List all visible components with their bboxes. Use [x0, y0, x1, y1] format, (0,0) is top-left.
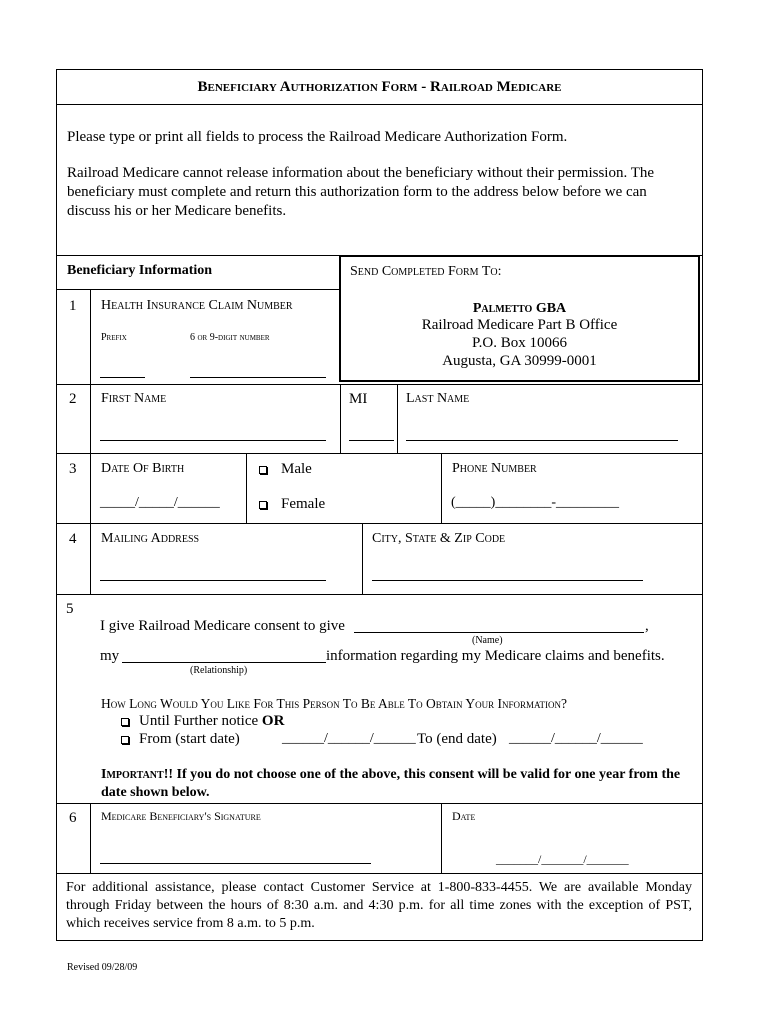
row1-number: 1	[69, 298, 77, 314]
male-checkbox[interactable]	[259, 466, 267, 474]
form-border-left	[56, 69, 57, 941]
important-text: !! If you do not choose one of the above, this consent will be valid for one year from the date shown below.	[101, 767, 681, 800]
relationship-input[interactable]	[122, 662, 326, 663]
divider-city-left	[362, 523, 363, 594]
signature-label: Medicare Beneficiary's Signature	[101, 809, 261, 823]
revised-date: Revised 09/28/09	[67, 962, 138, 973]
phone-input[interactable]: (_____)________-_________	[451, 495, 619, 510]
send-to-line-2: P.O. Box 10066	[471, 335, 568, 351]
date-range-checkbox[interactable]	[121, 736, 129, 744]
last-name-label: Last Name	[406, 391, 470, 406]
until-further-notice-checkbox[interactable]	[121, 718, 129, 726]
form-border-top	[56, 69, 703, 70]
name-caption: (Name)	[472, 635, 503, 646]
start-date-input[interactable]: ______/______/______	[282, 731, 416, 746]
end-date-label: To (end date)	[417, 731, 497, 747]
divider-date-left	[441, 803, 442, 873]
consent-comma: ,	[645, 618, 649, 634]
form-border-right	[702, 69, 703, 941]
city-state-zip-label: City, State & Zip Code	[372, 531, 506, 546]
gender-female-option[interactable]	[259, 496, 325, 513]
divider-mi-left	[340, 384, 341, 453]
signature-date-input[interactable]: _______/_______/_______	[496, 852, 629, 866]
intro-paragraph-1: Please type or print all fields to process the Railroad Medicare Authorization Form.	[67, 129, 568, 145]
phone-label: Phone Number	[452, 461, 537, 476]
number-column-divider-lower	[90, 803, 91, 873]
first-name-input[interactable]	[100, 440, 326, 441]
city-state-zip-input[interactable]	[372, 580, 643, 581]
form-title: Beneficiary Authorization Form - Railroad Medicare	[197, 79, 562, 95]
consent-text: I give Railroad Medicare consent to give	[100, 618, 345, 634]
my-text: my	[100, 648, 120, 664]
option-date-range[interactable]	[121, 731, 240, 748]
mi-label: MI	[349, 391, 368, 407]
info-regarding-text: information regarding my Medicare claims and benefits.	[326, 648, 665, 664]
send-to-line-1: Railroad Medicare Part B Office	[421, 317, 618, 333]
claim-number-input[interactable]	[190, 377, 326, 378]
form-border-bottom	[56, 940, 703, 941]
last-name-input[interactable]	[406, 440, 678, 441]
row2-number: 2	[69, 391, 77, 407]
until-further-notice-label: Until Further notice	[139, 713, 259, 729]
mi-input[interactable]	[349, 440, 394, 441]
divider-row1-top	[56, 289, 340, 290]
prefix-input[interactable]	[100, 377, 145, 378]
first-name-label: First Name	[101, 391, 167, 406]
date-label: Date	[452, 809, 476, 823]
signature-input[interactable]	[100, 863, 371, 864]
divider-row6-top	[56, 803, 703, 804]
customer-service-note: For additional assistance, please contact Customer Service at 1-800-833-4455. We are available Monday through Friday between the hours of 8:30 a.m. and 4:30 p.m. for all time zones with the exception of PST, which receives service from 8 a.m. to 5 p.m.	[66, 880, 692, 931]
duration-question: How Long Would You Like For This Person To Be Able To Obtain Your Information?	[101, 696, 568, 711]
beneficiary-info-heading: Beneficiary Information	[67, 263, 213, 278]
claim-number-label: Health Insurance Claim Number	[101, 298, 293, 313]
row5-number: 5	[66, 601, 74, 617]
send-to-line-3: Augusta, GA 30999-0001	[442, 353, 597, 369]
row4-number: 4	[69, 531, 77, 547]
divider-row5-top	[56, 594, 703, 595]
divider-mi-right	[397, 384, 398, 453]
important-lead: Important	[101, 767, 164, 782]
female-label: Female	[281, 496, 326, 512]
prefix-label: Prefix	[101, 332, 127, 343]
dob-label: Date Of Birth	[101, 461, 185, 476]
divider-row3-top	[56, 453, 703, 454]
male-label: Male	[281, 461, 312, 477]
number-label: 6 or 9-digit number	[190, 332, 270, 343]
end-date-input[interactable]: ______/______/______	[509, 731, 643, 746]
divider-phone-left	[441, 453, 442, 523]
important-notice	[101, 766, 691, 802]
divider-footer-top	[56, 873, 703, 874]
number-column-divider	[90, 289, 91, 594]
send-to-label: Send Completed Form To:	[350, 264, 502, 279]
mailing-address-input[interactable]	[100, 580, 326, 581]
start-date-label: From (start date)	[139, 731, 240, 747]
relationship-caption: (Relationship)	[190, 665, 248, 676]
or-label: OR	[261, 713, 285, 729]
divider-row2-top	[56, 384, 703, 385]
mailing-address-label: Mailing Address	[101, 531, 200, 546]
divider-gender-left	[246, 453, 247, 523]
row6-number: 6	[69, 810, 77, 826]
female-checkbox[interactable]	[259, 501, 267, 509]
intro-paragraph-2: Railroad Medicare cannot release information about the beneficiary without their permission. The beneficiary must complete and return this authorization form to the address below before we can discuss his or her Medicare benefits.	[67, 165, 655, 219]
option-until-further-notice[interactable]	[121, 713, 284, 730]
dob-input[interactable]: _____/_____/______	[100, 495, 220, 510]
divider-row4-top	[56, 523, 703, 524]
row3-number: 3	[69, 461, 77, 477]
gender-male-option[interactable]	[259, 461, 312, 478]
divider-title	[56, 104, 703, 105]
send-to-org: Palmetto GBA	[472, 301, 567, 316]
consent-name-input[interactable]	[354, 632, 644, 633]
